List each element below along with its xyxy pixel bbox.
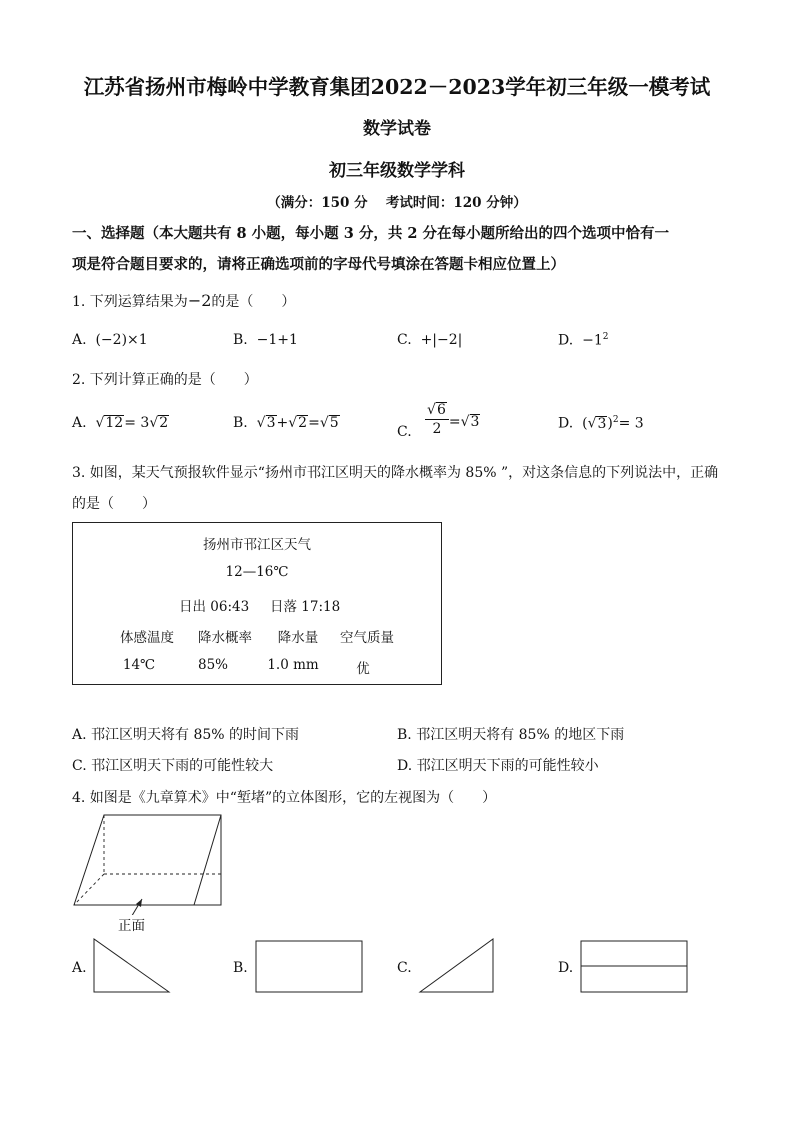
q1-stem-a: 1. 下列运算结果为 [72, 294, 188, 310]
q3-stem-line1: 3. 如图，某天气预报软件显示“扬州市邗江区明天的降水概率为 85% ”，对这条信息的下列说法中，正确 [72, 465, 719, 481]
q2-option-a[interactable]: A. √12= 3√2 [72, 415, 169, 431]
q3-option-c[interactable]: C. 邗江区明天下雨的可能性较大 [72, 758, 274, 774]
q2-a-eq: = 3 [124, 415, 150, 431]
q4-option-c-figure[interactable] [417, 937, 497, 995]
q2-option-b[interactable]: B. √3+√2=√5 [233, 415, 339, 431]
q2-b-rad1: 3 [266, 415, 276, 431]
weather-header-feel: 体感温度 [120, 630, 174, 646]
q2-label-c: C. [397, 423, 412, 440]
q3-option-b[interactable]: B. 邗江区明天将有 85% 的地区下雨 [397, 727, 625, 743]
q1-label-a: A. [72, 332, 87, 348]
q2-d-open: ( [582, 415, 588, 432]
q2-d-rad: 3 [597, 415, 607, 432]
q2-c-rad: 3 [470, 413, 480, 430]
q2-b-eq: = [308, 415, 320, 431]
q2-d-exp: 2 [612, 415, 619, 425]
q1-label-b: B. [233, 332, 248, 348]
q1-stem-value: −2 [187, 291, 212, 310]
q1-expr-b: −1+1 [256, 332, 298, 348]
q2-a-rad: 12 [105, 415, 124, 431]
q1-option-c[interactable] [397, 332, 462, 348]
q1-option-a[interactable] [72, 332, 148, 348]
weather-card [72, 522, 442, 685]
weather-value-rainfall: 1.0 mm [267, 657, 319, 673]
q4-option-d-figure[interactable] [579, 939, 690, 995]
section-heading-line2: 项是符合题目要求的，请将正确选项前的字母代号填涂在答题卡相应位置上） [72, 256, 565, 273]
q3-stem-line2: 的是（ ） [72, 496, 156, 512]
q1-option-b[interactable] [233, 332, 298, 348]
q4-label-c[interactable]: C. [397, 960, 412, 976]
q2-b-rad3: 5 [329, 415, 339, 431]
q1-expr-d-base: −1 [582, 332, 603, 349]
q2-c-den: 2 [432, 421, 442, 438]
exam-subtitle: 数学试卷 [363, 119, 431, 139]
q4-label-d[interactable]: D. [558, 960, 574, 976]
prism-figure [70, 810, 230, 915]
section-heading-line1: 一、选择题（本大题共有 8 小题，每小题 3 分，共 2 分在每小题所给出的四个选项中恰有一 [72, 225, 670, 242]
q1-stem [72, 291, 295, 311]
exam-title: 江苏省扬州市梅岭中学教育集团2022－2023学年初三年级一模考试 [83, 75, 711, 99]
q2-stem: 2. 下列计算正确的是（ ） [72, 372, 258, 388]
q1-label-d: D. [558, 332, 574, 349]
weather-value-air: 优 [356, 661, 370, 677]
q4-label-a[interactable]: A. [72, 960, 87, 976]
q1-expr-c: +|−2| [420, 332, 463, 348]
q2-b-rad2: 2 [298, 415, 308, 431]
score-info: （满分：150 分 考试时间：120 分钟） [267, 195, 527, 211]
q1-stem-b: 的是（ ） [211, 294, 296, 310]
weather-value-rain-prob: 85% [197, 657, 228, 673]
q2-c-fraction: $\frac{√6}{2}$ [425, 402, 449, 437]
q3-option-d[interactable]: D. 邗江区明天下雨的可能性较小 [397, 758, 599, 774]
q1-expr-a: (−2)×1 [95, 332, 148, 348]
weather-sunset: 日落 17:18 [270, 599, 341, 615]
q2-option-c[interactable]: C. $\frac{√6}{2}$ =√3 [397, 402, 480, 440]
q2-option-d[interactable]: D. $(√3)^2= 3$ [558, 415, 644, 432]
q4-label-b[interactable]: B. [233, 960, 248, 976]
front-view-label: 正面 [118, 918, 145, 934]
weather-title: 扬州市邗江区天气 [203, 537, 311, 553]
q2-label-a: A. [72, 415, 87, 431]
grade-subject: 初三年级数学学科 [329, 161, 465, 181]
weather-sunrise: 日出 06:43 [179, 599, 250, 615]
q4-option-a-figure[interactable] [90, 937, 172, 995]
weather-header-rainfall: 降水量 [277, 630, 319, 646]
q2-d-close: ) [607, 415, 613, 432]
q2-c-num: 6 [436, 402, 446, 418]
q2-a-rad2: 2 [159, 415, 169, 431]
q2-b-plus: + [276, 415, 289, 431]
q3-option-a[interactable]: A. 邗江区明天将有 85% 的时间下雨 [72, 727, 300, 743]
weather-temp-range: 12—16℃ [225, 564, 289, 580]
q2-label-b: B. [233, 415, 248, 431]
q1-label-c: C. [397, 332, 412, 348]
weather-value-feel: 14℃ [122, 657, 156, 673]
q4-option-b-figure[interactable] [254, 939, 365, 995]
q1-option-d[interactable] [558, 332, 608, 349]
weather-header-air: 空气质量 [340, 630, 394, 646]
q4-stem: 4. 如图是《九章算术》中“堑堵”的立体图形，它的左视图为（ ） [72, 790, 497, 806]
q2-c-eq: = [448, 413, 461, 430]
q1-expr-d-exp: 2 [602, 332, 609, 342]
q2-d-eq: = 3 [618, 415, 644, 432]
weather-header-rain-prob: 降水概率 [198, 630, 252, 646]
q2-label-d: D. [558, 415, 574, 432]
